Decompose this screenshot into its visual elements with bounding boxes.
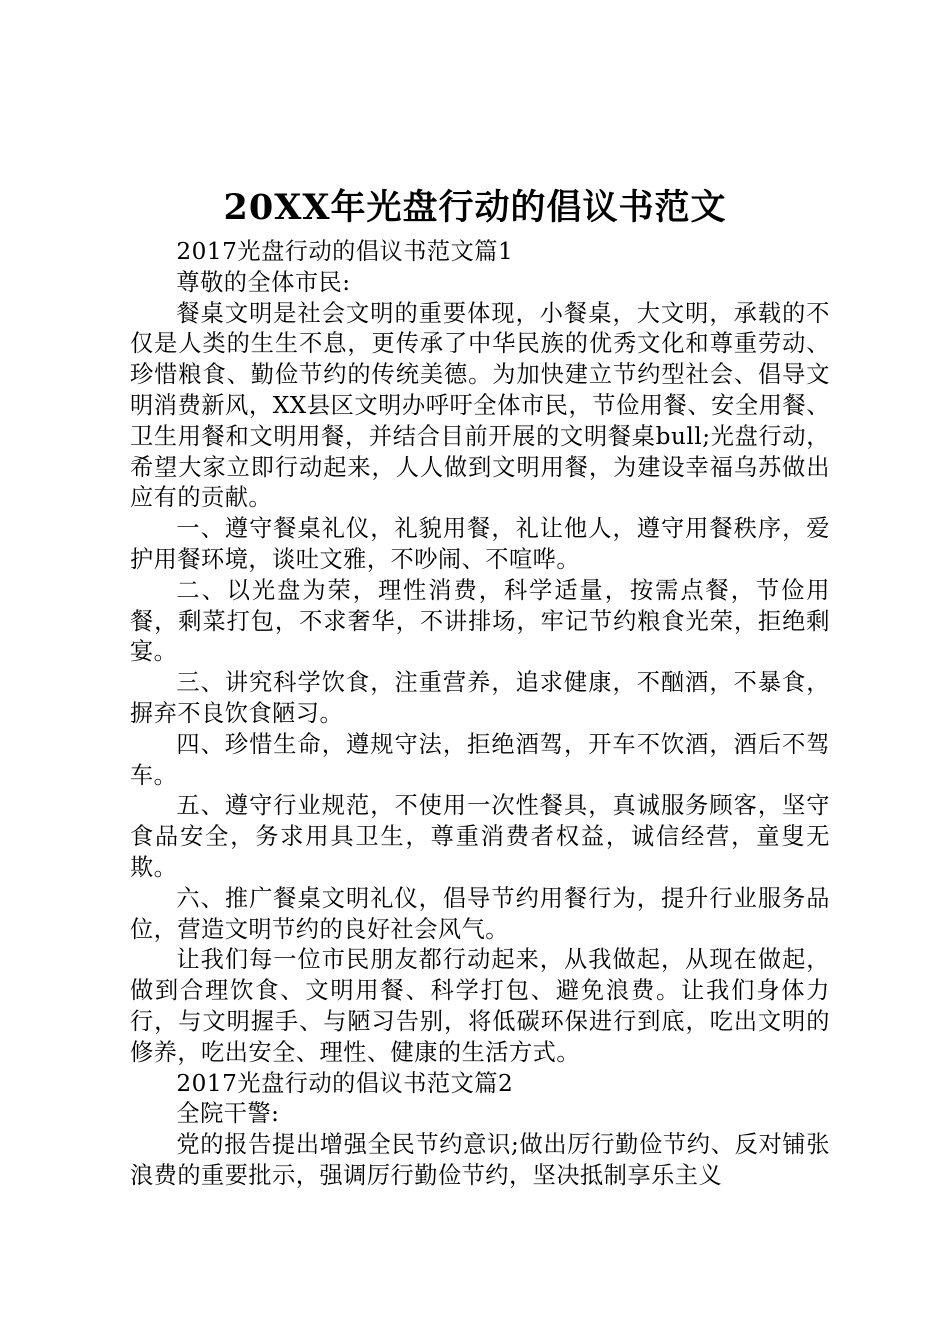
list-item-4: 四、珍惜生命，遵规守法，拒绝酒驾，开车不饮酒，酒后不驾车。: [130, 730, 830, 789]
list-item-6: 六、推广餐桌文明礼仪，倡导节约用餐行为，提升行业服务品位，营造文明节约的良好社会风气。: [130, 884, 830, 943]
section-heading-1: 2017光盘行动的倡议书范文篇1: [176, 238, 514, 265]
section-heading-2: 2017光盘行动的倡议书范文篇2: [176, 1069, 514, 1097]
document-title: 20XX年光盘行动的倡议书范文: [223, 187, 727, 228]
body-paragraph: 党的报告提出增强全民节约意识;做出厉行勤俭节约、反对铺张浪费的重要批示，强调厉行勤俭节约，坚决抵制享乐主义: [130, 1131, 830, 1189]
salutation-2: 全院干警:: [176, 1100, 280, 1128]
list-item-5: 五、遵守行业规范，不使用一次性餐具，真诚服务顾客，坚守食品安全，务求用具卫生，尊重消费者权益，诚信经营，童叟无欺。: [130, 792, 830, 881]
body-paragraph: 让我们每一位市民朋友都行动起来，从我做起，从现在做起，做到合理饮食、文明用餐、科学打包、避免浪费。让我们身体力行，与文明握手、与陋习告别，将低碳环保进行到底，吃出文明的修养，吃出安全、理性、健康的生活方式。: [130, 946, 830, 1066]
document-body: [130, 237, 830, 1192]
list-item-1: 一、遵守餐桌礼仪，礼貌用餐，礼让他人，遵守用餐秩序，爱护用餐环境，谈吐文雅，不吵闹、不喧哗。: [130, 515, 830, 573]
salutation-1: 尊敬的全体市民:: [176, 268, 351, 296]
body-paragraph: 餐桌文明是社会文明的重要体现，小餐桌，大文明，承载的不仅是人类的生生不息，更传承了中华民族的优秀文化和尊重劳动、珍惜粮食、勤俭节约的传统美德。为加快建立节约型社会、倡导文明消费新风，XX县区文明办呼吁全体市民，节俭用餐、安全用餐、卫生用餐和文明用餐，并结合目前开展的文明餐桌bull;光盘行动，希望大家立即行动起来，人人做到文明用餐，为建设幸福乌苏做出应有的贡献。: [130, 299, 830, 512]
list-item-2: 二、以光盘为荣，理性消费，科学适量，按需点餐，节俭用餐，剩菜打包，不求奢华，不讲排场，牢记节约粮食光荣，拒绝剩宴。: [130, 576, 830, 666]
list-item-3: 三、讲究科学饮食，注重营养，追求健康，不酗酒，不暴食，摒弃不良饮食陋习。: [130, 669, 830, 727]
